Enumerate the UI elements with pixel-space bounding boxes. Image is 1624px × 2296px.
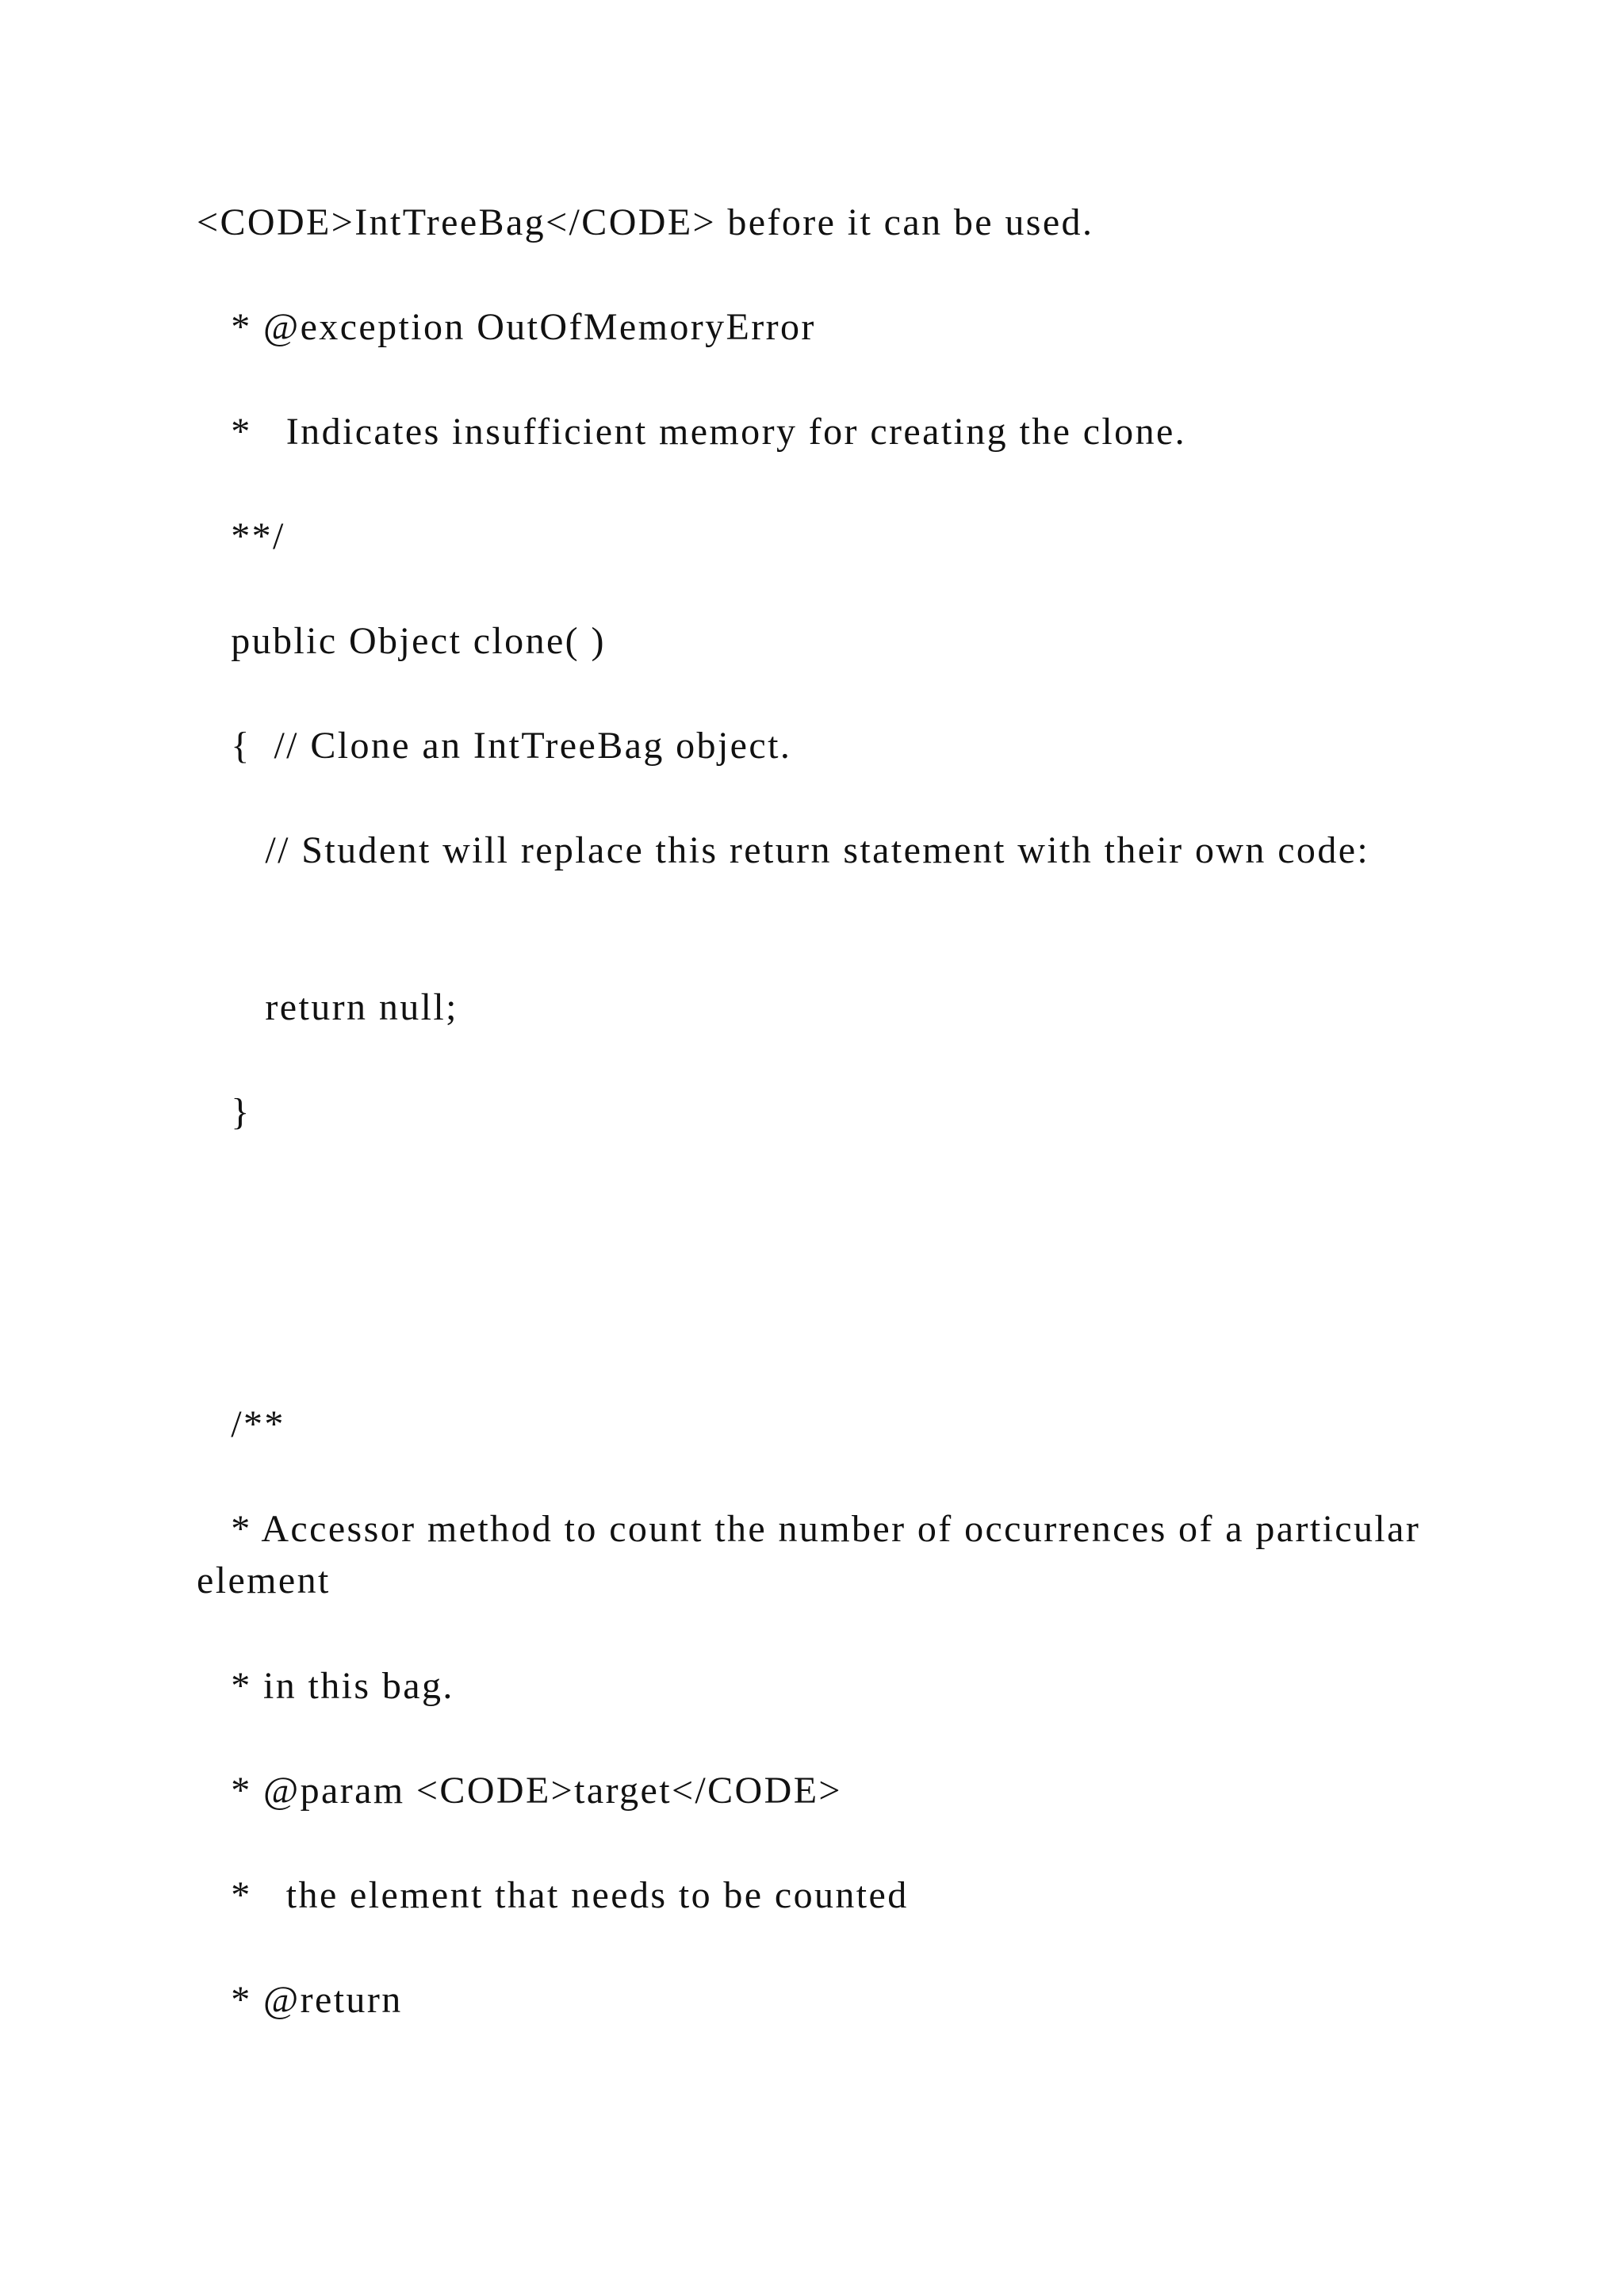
text-line: { // Clone an IntTreeBag object.	[197, 725, 792, 767]
text-line: public Object clone( )	[197, 620, 606, 662]
text-line: * Indicates insufficient memory for creating the clone.	[197, 411, 1187, 453]
text-line: /**	[197, 1403, 285, 1445]
text-line: // Student will replace this return statement with their own code:	[197, 829, 1370, 871]
text-line: * the element that needs to be counted	[197, 1874, 909, 1916]
text-line: **/	[197, 515, 285, 557]
text-line: * @return	[197, 1979, 403, 2021]
text-line: * @param <CODE>target</CODE>	[197, 1770, 842, 1812]
text-line: <CODE>IntTreeBag</CODE> before it can be used.	[197, 201, 1094, 243]
text-line: * in this bag.	[197, 1665, 454, 1707]
text-line: }	[197, 1091, 251, 1133]
text-line: * @exception OutOfMemoryError	[197, 306, 816, 348]
text-line: return null;	[197, 986, 458, 1028]
text-line: * Accessor method to count the number of occurrences of a particular element	[197, 1508, 1432, 1601]
